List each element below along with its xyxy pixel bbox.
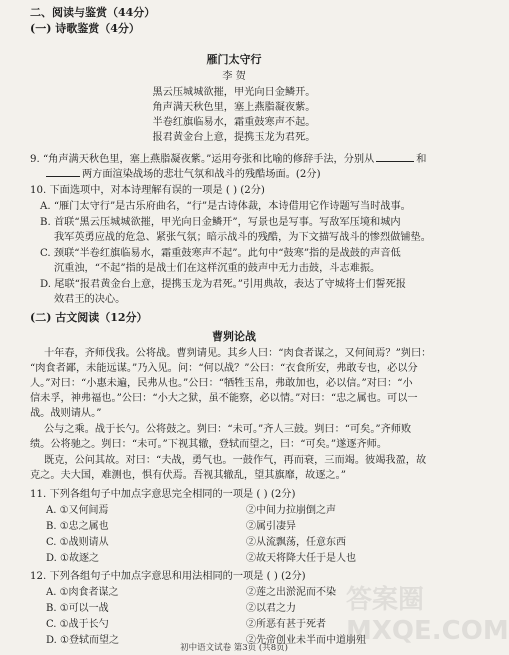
prose-title: 曹刿论战 xyxy=(212,330,256,343)
poem-line: 半卷红旗临易水，霜重鼓寒声不起。 xyxy=(152,117,316,128)
prose-line: 人。”对曰：“小惠未遍，民弗从也。”公曰：“牺牲玉帛，弗敢加也，必以信。”对曰：“小 xyxy=(30,378,413,389)
prose-line: 信未孚，神弗福也。”公曰：“小大之狱，虽不能察，必以情。”对曰：“忠之属也。可以一 xyxy=(30,393,418,404)
watermark-logo xyxy=(342,573,509,646)
question-10-stem: 10. 下面选项中，对本诗理解有误的一项是 ( ) (2分) xyxy=(30,185,265,196)
question-10-option-a: A. “雁门太守行”是古乐府曲名，“行”是古诗体裁，本诗借用它作诗题写当时战事。 xyxy=(40,201,411,212)
question-11-a-1: A. ①又何间焉 xyxy=(46,505,109,516)
page-footer: 初中语文试卷 第3页 (共8页) xyxy=(180,643,288,653)
question-11-b-1: B. ①忠之属也 xyxy=(46,521,109,532)
answer-blank[interactable] xyxy=(376,152,414,162)
question-10-option-c-cont: 沉重浊，“不起”指的是战士们在这样沉重的鼓声中无力击鼓，斗志难振。 xyxy=(54,263,381,274)
question-12-c-2: ②所恶有甚于死者 xyxy=(246,619,326,630)
question-11-d-1: D. ①故逐之 xyxy=(46,553,99,564)
question-12-c-1: C. ①战于长勺 xyxy=(46,619,109,630)
prose-line: 既克，公问其故。对曰：“夫战，勇气也。一鼓作气，再而衰，三而竭。彼竭我盈，故 xyxy=(44,455,427,466)
question-11-stem: 11. 下列各组句子中加点字意思完全相同的一项是 ( ) (2分) xyxy=(30,489,296,500)
prose-line: “肉食者鄙，未能远谋。”乃入见。问：“何以战？”公曰：“衣食所安，弗敢专也，必以分 xyxy=(30,363,418,374)
watermark-text: 答案圈 MXQE.COM xyxy=(346,585,509,646)
answer-blank[interactable] xyxy=(46,167,80,177)
prose-line: 公与之乘。战于长勺。公将鼓之。刿曰：“未可。”齐人三鼓。刿曰：“可矣。”齐师败 xyxy=(44,424,412,435)
question-10-option-c: C. 颈联“半卷红旗临易水，霜重鼓寒声不起”。此句中“鼓寒”指的是战鼓的声音低 xyxy=(40,248,401,259)
poem-author: 李 贺 xyxy=(222,71,246,82)
question-10-option-d: D. 尾联“报君黄金台上意，提携玉龙为君死。”引用典故，表达了守城将士们誓死报 xyxy=(40,279,406,290)
question-12-d-1: D. ①登轼而望之 xyxy=(46,635,119,646)
question-10-option-b: B. 首联“黑云压城城欲摧，甲光向日金鳞开”，写景也是写事。写敌军压境和城内 xyxy=(40,217,401,228)
prose-line: 十年春，齐师伐我。公将战。曹刿请见。其乡人曰：“肉食者谋之，又何间焉？”刿曰： xyxy=(44,348,432,359)
question-10-option-d-cont: 效君王的决心。 xyxy=(54,294,126,305)
question-9-text-2: 两方面渲染战场的悲壮气氛和战斗的残酷场面。(2分) xyxy=(82,169,321,180)
poem-section-title: (一) 诗歌鉴赏（4分） xyxy=(30,22,140,35)
question-12-a-2: ②莲之出淤泥而不染 xyxy=(246,587,336,598)
prose-line: 绩。公将驰之。刿曰：“未可。”下视其辙，登轼而望之，曰：“可矣。”遂逐齐师。 xyxy=(30,439,388,450)
question-12-a-1: A. ①肉食者谋之 xyxy=(46,587,119,598)
prose-line: 战。战则请从。” xyxy=(30,408,102,419)
question-9-text: 9. “角声满天秋色里，塞上燕脂凝夜紫。”运用夸张和比喻的修辞手法，分别从 xyxy=(30,154,375,165)
poem-line: 黑云压城城欲摧，甲光向日金鳞开。 xyxy=(152,87,316,98)
poem-line: 报君黄金台上意，提携玉龙为君死。 xyxy=(152,132,316,143)
question-9-mid: 和 xyxy=(416,154,427,165)
question-12-b-2: ②以君之力 xyxy=(246,603,296,614)
question-12-b-1: B. ①可以一战 xyxy=(46,603,109,614)
question-11-d-2: ②故天将降大任于是人也 xyxy=(246,553,356,564)
question-11-c-1: C. ①战则请从 xyxy=(46,537,109,548)
question-9-cont xyxy=(44,167,321,181)
poem-line: 角声满天秋色里，塞上燕脂凝夜紫。 xyxy=(152,102,316,113)
question-11-b-2: ②属引凄异 xyxy=(246,521,296,532)
question-12-d-2: ②先帝创业未半而中道崩殂 xyxy=(246,635,366,646)
prose-line: 克之。夫大国，难测也，惧有伏焉。吾视其辙乱，望其旗靡，故逐之。” xyxy=(30,470,346,481)
question-10-option-b-cont: 我军英勇应战的危急、紧张气氛；暗示战斗的残酷，为下文描写战斗的惨烈做铺垫。 xyxy=(54,232,431,243)
question-11-c-2: ②从流飘荡，任意东西 xyxy=(246,537,346,548)
prose-section-title: (二) 古文阅读（12分） xyxy=(30,311,148,324)
question-12-stem: 12. 下列各组句子中加点字意思和用法相同的一项是 ( ) (2分) xyxy=(30,571,306,582)
section-two-title: 二、阅读与鉴赏（44分） xyxy=(30,6,156,19)
poem-title: 雁门太守行 xyxy=(206,53,262,66)
question-9 xyxy=(30,152,426,166)
question-11-a-2: ②中间力拉崩倒之声 xyxy=(246,505,336,516)
